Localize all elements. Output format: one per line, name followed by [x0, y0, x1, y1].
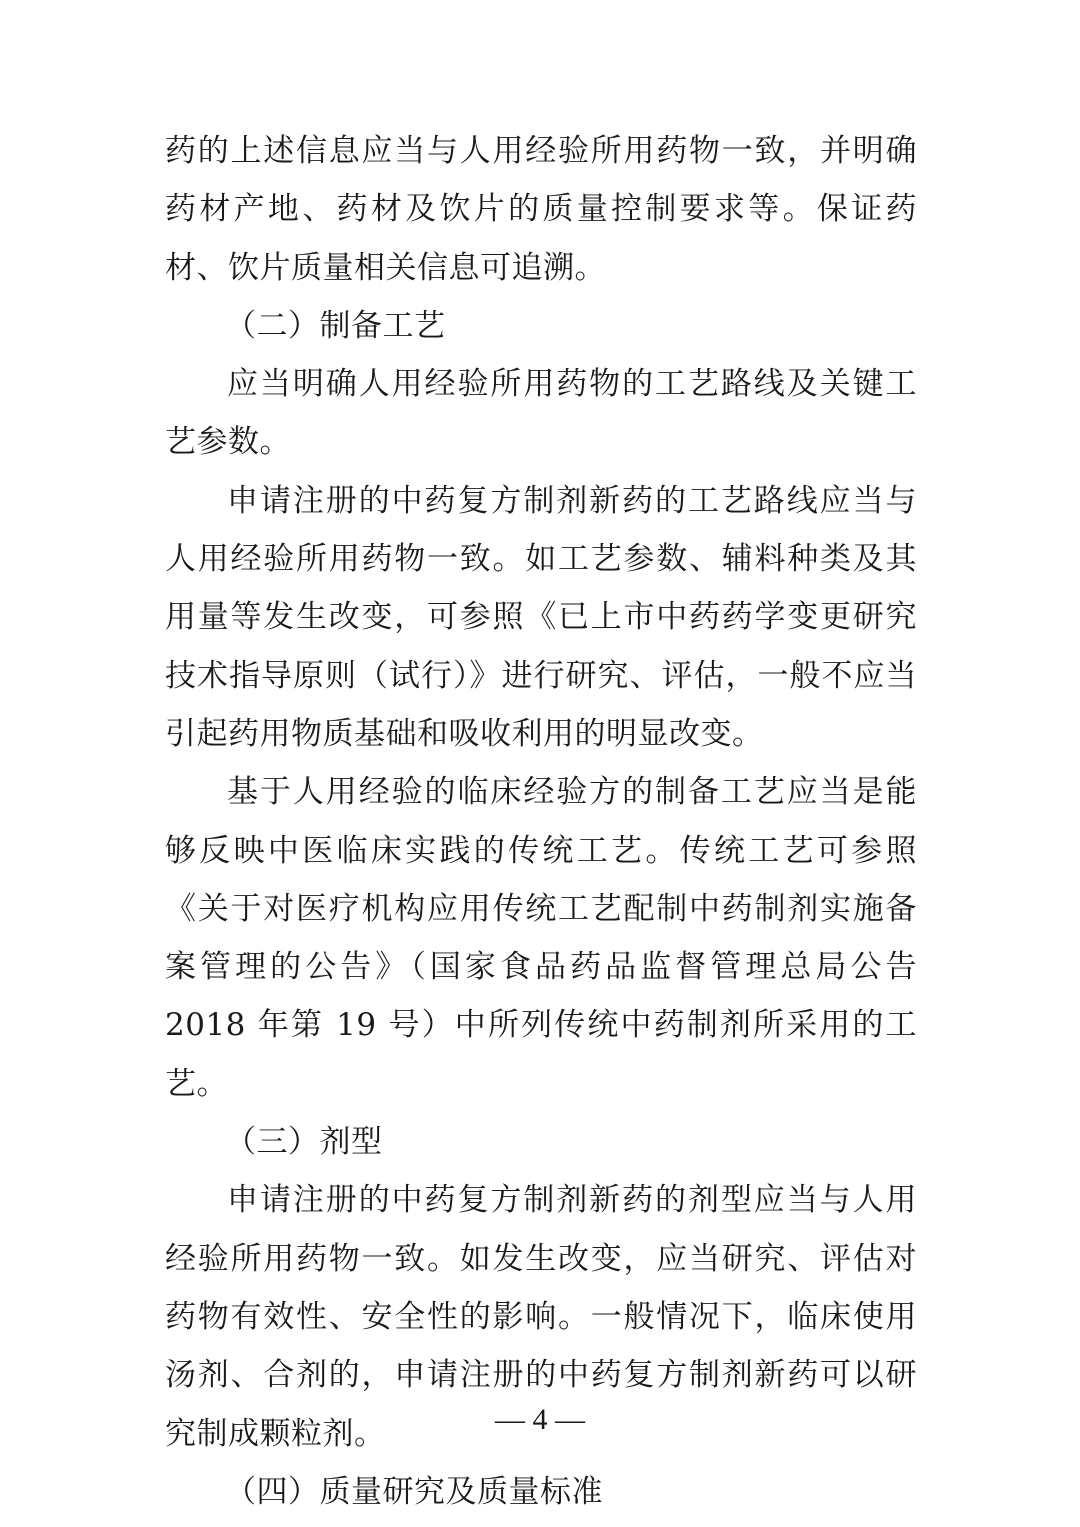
page-number: — 4 — [495, 1403, 585, 1436]
paragraph: 申请注册的中药复方制剂新药的工艺路线应当与人用经验所用药物一致。如工艺参数、辅料种类及其用量等发生改变，可参照《已上市中药药学变更研究技术指导原则（试行）》进行研究、评估，一般不应当引起药用物质基础和吸收利用的明显改变。 [165, 482, 917, 752]
paragraph-continuation: 药的上述信息应当与人用经验所用药物一致，并明确药材产地、药材及饮片的质量控制要求等。保证药材、饮片质量相关信息可追溯。 [165, 133, 917, 286]
paragraph: 基于人用经验的临床经验方的制备工艺应当是能够反映中医临床实践的传统工艺。传统工艺可参照《关于对医疗机构应用传统工艺配制中药制剂实施备案管理的公告》（国家食品药品监督管理总局公告 2018 年第 19 号）中所列传统中药制剂所采用的工艺。 [165, 774, 917, 1102]
section-heading-quality-research: （四）质量研究及质量标准 [225, 1473, 603, 1510]
section-heading-preparation-process: （二）制备工艺 [225, 307, 446, 344]
paragraph: 申请注册的中药复方制剂新药的剂型应当与人用经验所用药物一致。如发生改变，应当研究、评估对药物有效性、安全性的影响。一般情况下，临床使用汤剂、合剂的，申请注册的中药复方制剂新药可以研究制成颗粒剂。 [165, 1182, 917, 1452]
section-heading-dosage-form: （三）剂型 [225, 1124, 383, 1161]
paragraph: 应当明确人用经验所用药物的工艺路线及关键工艺参数。 [165, 366, 917, 461]
document-body [165, 122, 917, 1521]
